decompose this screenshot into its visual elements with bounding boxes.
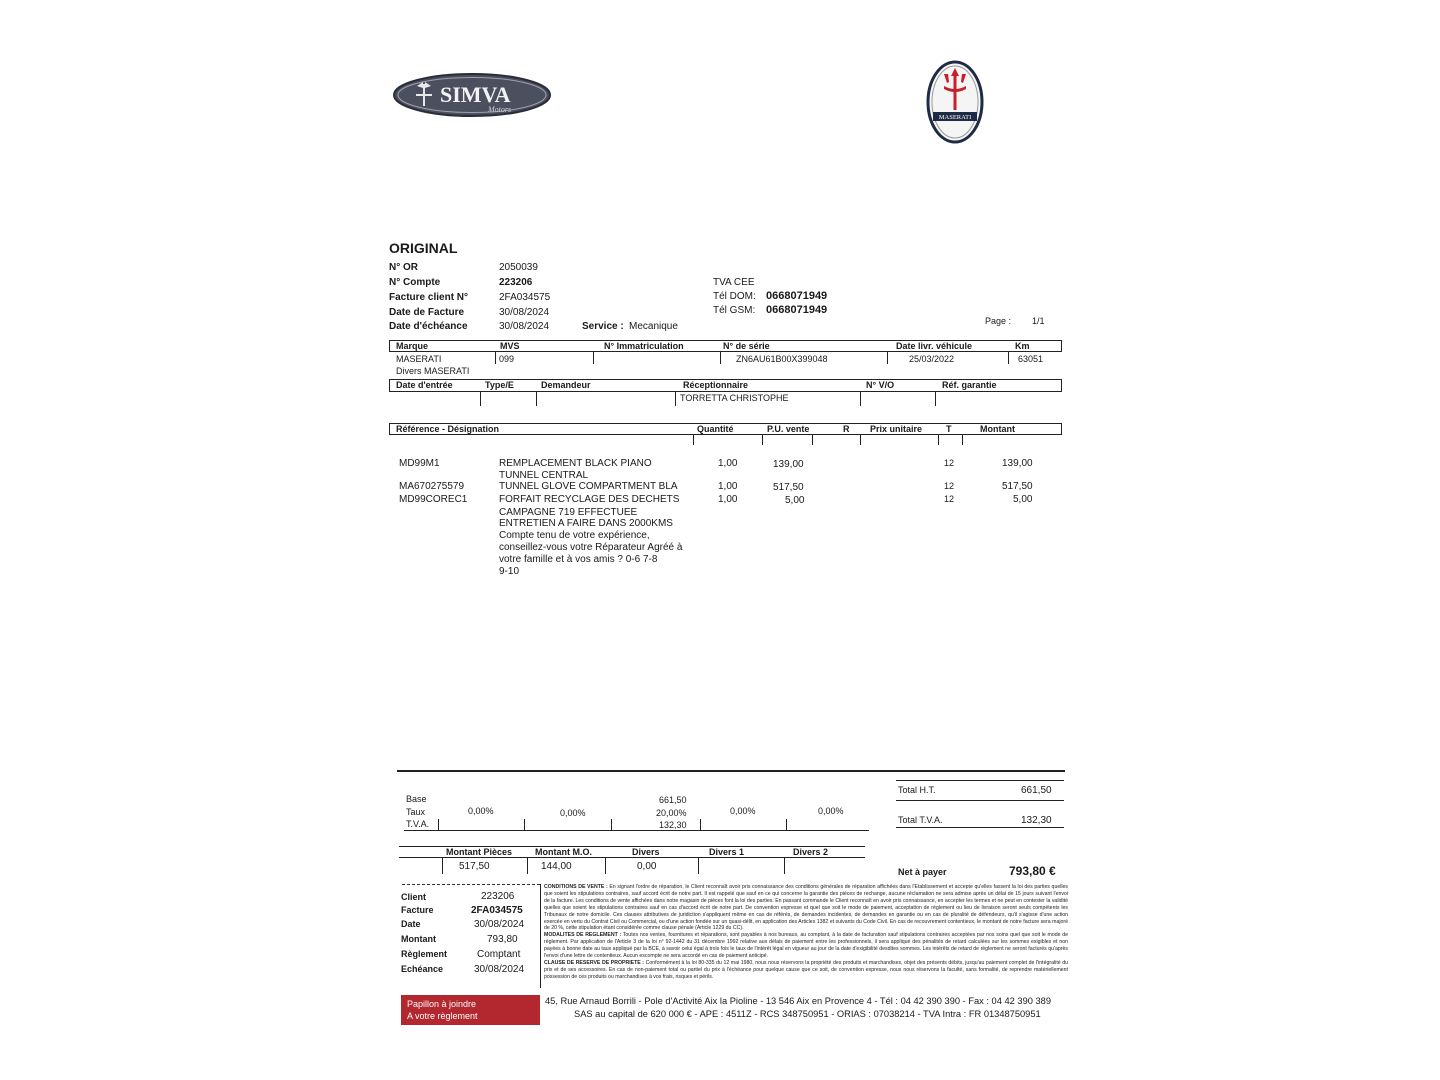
footer-legal: SAS au capital de 620 000 € - APE : 4511Z - RCS 348750951 - ORIAS : 07038214 - TVA Intra : FR 01348750951 — [574, 1009, 1041, 1019]
line-montant: 5,00 — [1013, 494, 1033, 505]
service-label: Service : — [582, 321, 624, 332]
amount-header-divers: Divers — [632, 847, 660, 857]
entry-header-garantie: Réf. garantie — [942, 380, 997, 390]
note-line: Compte tenu de votre expérience, — [499, 530, 650, 541]
vehicle-marque: MASERATI — [396, 354, 442, 364]
vehicle-extra: Divers MASERATI — [396, 366, 470, 376]
stub-label: Règlement — [401, 949, 448, 959]
line-ref: MD99M1 — [399, 458, 440, 469]
total-tva-value: 132,30 — [1021, 815, 1052, 826]
total-ht-label: Total H.T. — [898, 785, 936, 795]
vehicle-livraison: 25/03/2022 — [909, 354, 955, 364]
vat-main-rate: 20,00% — [656, 808, 687, 818]
amount-header-mo: Montant M.O. — [535, 847, 592, 857]
vat-main-base: 661,50 — [659, 795, 687, 805]
footer-address: 45, Rue Arnaud Borrili - Pole d'Activité Aix la Pioline - 13 546 Aix en Provence 4 - Tél : 04 42 390 390 - Fax : 04 42 390 389 — [545, 996, 1052, 1006]
vat-row-label-tva: T.V.A. — [406, 819, 430, 829]
lines-header-r: R — [843, 424, 850, 434]
total-ht-value: 661,50 — [1021, 785, 1052, 796]
line-designation: TUNNEL GLOVE COMPARTMENT BLA — [499, 481, 678, 492]
line-designation: REMPLACEMENT BLACK PIANO — [499, 458, 652, 469]
amount-mo: 144,00 — [541, 861, 572, 872]
maserati-logo — [926, 60, 984, 144]
vat-col-rate: 0,00% — [730, 806, 756, 816]
entry-header-vo: N° V/O — [866, 380, 895, 390]
compte-label: N° Compte — [389, 277, 441, 288]
simva-logo-text: SIMVA — [440, 82, 511, 107]
lines-header-quantite: Quantité — [697, 424, 734, 434]
entry-header-date: Date d'entrée — [396, 380, 453, 390]
note-line: ENTRETIEN A FAIRE DANS 2000KMS — [499, 518, 673, 529]
tel-gsm-label: Tél GSM: — [713, 305, 756, 316]
stub-label: Client — [401, 892, 427, 902]
stub-label: Date — [401, 919, 421, 929]
receptionnaire-value: TORRETTA CHRISTOPHE — [680, 393, 789, 403]
date-facture-label: Date de Facture — [389, 307, 465, 318]
document-title: ORIGINAL — [389, 240, 458, 256]
stub-value: 30/08/2024 — [474, 919, 525, 930]
line-ref: MA670275579 — [399, 481, 465, 492]
line-pu: 517,50 — [773, 482, 804, 493]
tva-cee-label: TVA CEE — [713, 277, 755, 288]
line-pu: 5,00 — [785, 495, 805, 506]
vehicle-serie: ZN6AU61B00X399048 — [736, 354, 828, 364]
line-qty: 1,00 — [718, 494, 738, 505]
stub-dashed-line — [402, 884, 540, 885]
vehicle-header-km: Km — [1015, 341, 1030, 351]
svg-text:MASERATI: MASERATI — [938, 114, 972, 121]
lines-header-prix-unitaire: Prix unitaire — [870, 424, 923, 434]
simva-logo — [392, 72, 552, 118]
vat-main-tva: 132,30 — [659, 820, 687, 830]
vat-col-rate: 0,00% — [560, 808, 586, 818]
stub-value: 223206 — [481, 891, 515, 902]
note-line: conseillez-vous votre Réparateur Agréé à — [499, 542, 683, 553]
echeance-value: 30/08/2024 — [499, 321, 550, 332]
line-pu: 139,00 — [773, 459, 804, 470]
or-value: 2050039 — [499, 262, 538, 273]
stub-label: Montant — [401, 934, 436, 944]
conditions-text: CONDITIONS DE VENTE : En signant l'ordre de réparation, le Client reconnaît avoir pris connaissance des conditions générales de réparation affichées dans l'Etablissement et accepte qu'elles fassent la loi des parties quelles que soient les stipulations contraires, sauf accord écrit de notre part. Il est rappelé que sauf en ce qui concerne la garantie des pièces de rechange, aucune réclamation ne sera admise après un délai de 15 jours suivant l'envoi de la facture. Les conditions de vente affichées dans notre magasin de pièces font la loi des parties. En passant commande le Client reconnaît en avoir pris connaissance, en accepter les termes et ne peut en contester la validité quelles que soient les stipulations contraires sauf en cas d'accord écrit de notre part. De convention expresse et quel que soit le mode de paiement, acceptation de règlement ou lieu de livraison seront seuls compétents les Tribunaux de notre domicile. Ces clauses attributives de juridiction s'appliquent même en cas de référés, de demandes incidentes, de demandes en garantie ou en cas de pluralité de défendeurs, qu'il s'agisse d'une action exercée en vertu du Contrat Civil ou Commercial, ou d'une action fondée sur un quasi-délit, en application des Articles 1382 et suivants du Code Civil. En cas de recouvrement contentieux, le montant de notre facture sera majoré de 20 %, cette stipulation étant considérée comme clause pénale (Article 1229 du CC). MODALITES DE REGLEMENT : Toutes nos ventes, fournitures et réparations, sont payables à nos bureaux, au comptant, à la date de facturation sauf stipulations contraires acceptées par nos soins quel que soit le mode de règlement. Par application de l'Article 3 de la loi n° 92-1442 du 31 décembre 1992 relative aux délais de paiement entre les professionnels, il sera appliqué des pénalités de retard calculées sur les sommes exigibles et non payées à bonne date au taux appliqué par la BCE, à savoir celui égal à trois fois le taux de l'intérêt légal en vigueur au jour de la date d'exigibilité desdites sommes. Les intérêts de retard de règlement ne seront facturés qu'après l'envoi d'une lettre de contentieux. Aucun escompte ne sera accordé en cas de paiement anticipé. CLAUSE DE RESERVE DE PROPRIETE : Conformément à la loi 80-335 du 12 mai 1980, nous nous réservons la propriété des produits et marchandises, objet des présents débits, jusqu'au paiement complet de l'intégralité du prix et de ses accessoires. En cas de non-paiement total ou partiel du prix à l'échéance pour quelque cause que ce soit, de convention expresse, nous nous réservons la faculté, sans formalité, de reprendre matériellement possession de ces produits ou marchandises à vos frais, risques et périls. — [544, 884, 1068, 980]
line-t: 12 — [944, 458, 955, 468]
lines-header-t: T — [946, 424, 952, 434]
facture-label: Facture client N° — [389, 292, 469, 303]
stub-label: Facture — [401, 905, 434, 915]
vehicle-km: 63051 — [1018, 354, 1044, 364]
vat-row-label-taux: Taux — [406, 807, 426, 817]
lines-header-pu-vente: P.U. vente — [767, 424, 810, 434]
stub-value: 793,80 — [487, 934, 518, 945]
net-a-payer-label: Net à payer — [898, 867, 947, 877]
note-line: votre famille et à vos amis ? 0-6 7-8 — [499, 554, 658, 565]
line-ref: MD99COREC1 — [399, 494, 468, 505]
separator-line — [397, 770, 1065, 772]
amount-header-divers2: Divers 2 — [793, 847, 829, 857]
echeance-label: Date d'échéance — [389, 321, 468, 332]
line-qty: 1,00 — [718, 481, 738, 492]
note-line: CAMPAGNE 719 EFFECTUEE — [499, 507, 638, 518]
line-montant: 517,50 — [1002, 481, 1033, 492]
date-facture-value: 30/08/2024 — [499, 307, 550, 318]
amount-divers: 0,00 — [637, 861, 657, 872]
line-qty: 1,00 — [718, 458, 738, 469]
vehicle-header-marque: Marque — [396, 341, 429, 351]
tel-dom-label: Tél DOM: — [713, 291, 756, 302]
tel-gsm-value: 0668071949 — [766, 304, 828, 316]
page-label: Page : — [985, 316, 1012, 326]
vehicle-mvs: 099 — [499, 354, 515, 364]
vat-row-label-base: Base — [406, 794, 427, 804]
lines-header-reference: Référence - Désignation — [396, 424, 500, 434]
vehicle-header-mvs: MVS — [500, 341, 520, 351]
note-line: 9-10 — [499, 566, 520, 577]
compte-value: 223206 — [499, 277, 533, 288]
vat-col-rate: 0,00% — [818, 806, 844, 816]
lines-header-montant: Montant — [980, 424, 1015, 434]
entry-header-demandeur: Demandeur — [541, 380, 591, 390]
total-tva-label: Total T.V.A. — [898, 815, 943, 825]
vat-col-rate: 0,00% — [468, 806, 494, 816]
entry-header-receptionnaire: Réceptionnaire — [683, 380, 749, 390]
vehicle-header-livraison: Date livr. véhicule — [896, 341, 973, 351]
entry-header-type: Type/E — [485, 380, 514, 390]
line-t: 12 — [944, 481, 955, 491]
papillon-banner: Papillon à joindre A votre règlement — [401, 995, 540, 1025]
stub-value: 2FA034575 — [471, 905, 523, 916]
svg-text:Motors: Motors — [488, 105, 512, 114]
line-t: 12 — [944, 494, 955, 504]
line-designation: FORFAIT RECYCLAGE DES DECHETS — [499, 494, 680, 505]
facture-value: 2FA034575 — [499, 292, 551, 303]
stub-label: Echéance — [401, 964, 444, 974]
amount-pieces: 517,50 — [459, 861, 490, 872]
stub-value: Comptant — [477, 949, 521, 960]
service-value: Mecanique — [629, 321, 678, 332]
or-label: N° OR — [389, 262, 418, 273]
page-value: 1/1 — [1032, 316, 1045, 326]
line-designation: TUNNEL CENTRAL — [499, 470, 589, 481]
stub-value: 30/08/2024 — [474, 964, 525, 975]
vehicle-header-serie: N° de série — [723, 341, 770, 351]
line-montant: 139,00 — [1002, 458, 1033, 469]
amount-header-divers1: Divers 1 — [709, 847, 745, 857]
amount-header-pieces: Montant Pièces — [446, 847, 513, 857]
vehicle-header-immat: N° Immatriculation — [604, 341, 684, 351]
net-a-payer-value: 793,80 € — [1009, 864, 1056, 878]
tel-dom-value: 0668071949 — [766, 290, 828, 302]
